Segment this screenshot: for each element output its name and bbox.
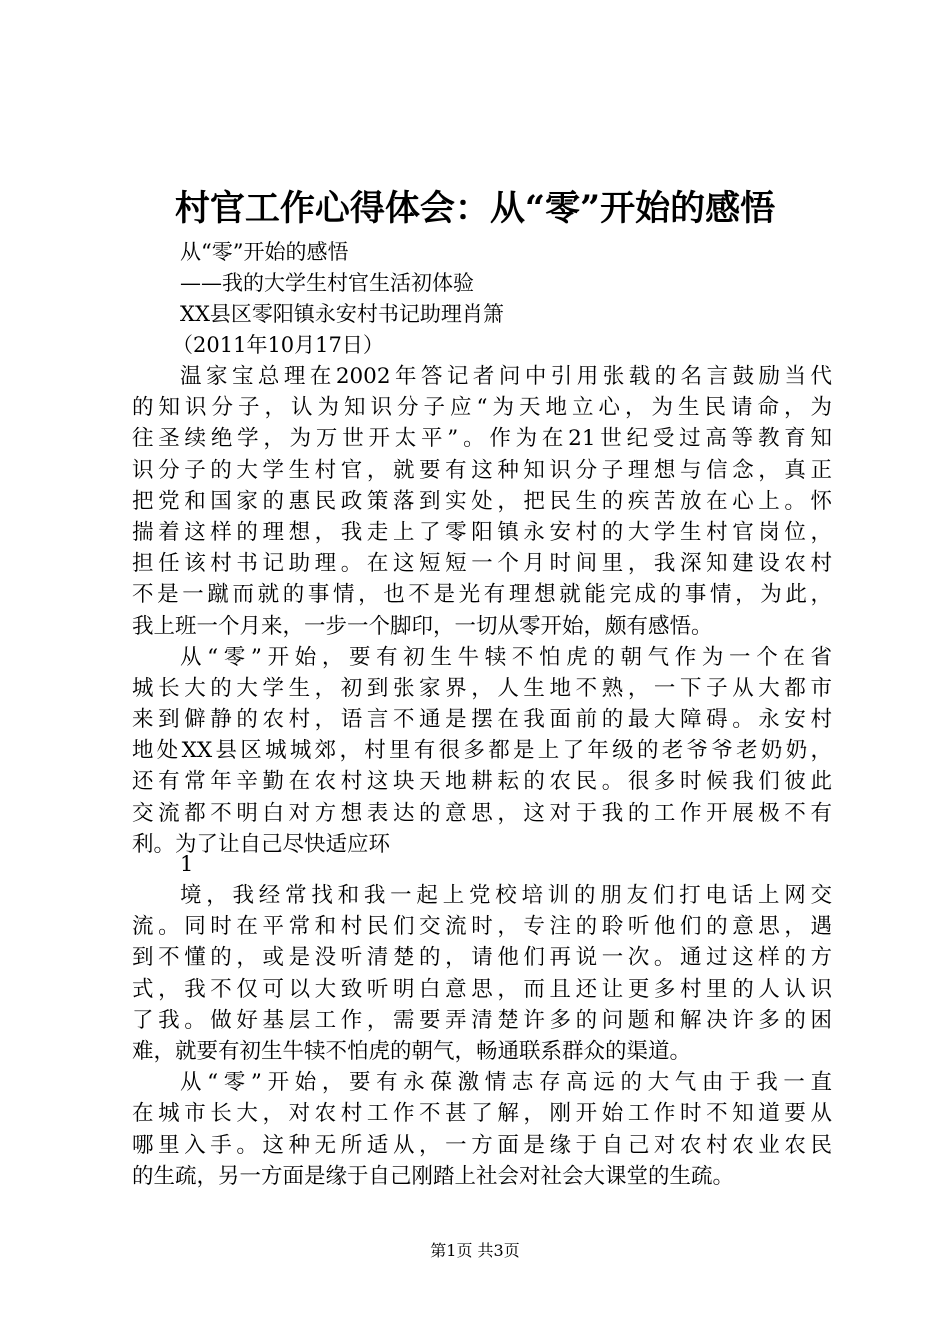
date-line: （2011年10月17日） xyxy=(172,333,384,357)
paragraph-line: 揣着这样的理想，我走上了零阳镇永安村的大学生村官岗位， xyxy=(132,519,832,545)
paragraph-line: 往圣续绝学，为万世开太平”。作为在21世纪受过高等教育知 xyxy=(132,426,832,452)
paragraph-line: 地处XX县区城城郊，村里有很多都是上了年级的老爷爷老奶奶， xyxy=(132,738,832,764)
paragraph-line: 交流都不明白对方想表达的意思，这对于我的工作开展极不有 xyxy=(132,800,832,826)
subtitle-line: ——我的大学生村官生活初体验 xyxy=(180,271,474,295)
paragraph-line: 把党和国家的惠民政策落到实处，把民生的疾苦放在心上。怀 xyxy=(132,488,832,514)
page-marker: 1 xyxy=(180,852,194,876)
paragraph-line: 境，我经常找和我一起上党校培训的朋友们打电话上网交 xyxy=(180,883,832,908)
paragraph-line: 哪里入手。这种无所适从，一方面是缘于自己对农村农业农民 xyxy=(132,1132,832,1158)
paragraph-line: 难，就要有初生牛犊不怕虎的朝气，畅通联系群众的渠道。 xyxy=(132,1038,692,1064)
paragraph-1 xyxy=(132,361,832,860)
paragraph-line: 式，我不仅可以大致听明白意思，而且还让更多村里的人认识 xyxy=(132,976,832,1002)
paragraph-line: 不是一蹴而就的事情，也不是光有理想就能完成的事情，为此， xyxy=(132,582,832,608)
author-line: XX县区零阳镇永安村书记助理肖箫 xyxy=(180,302,504,326)
paragraph-line: 还有常年辛勤在农村这块天地耕耘的农民。很多时候我们彼此 xyxy=(132,769,832,795)
paragraph-line: 从“零”开始，要有永葆激情志存高远的大气由于我一直 xyxy=(180,1070,832,1096)
paragraph-line: 在城市长大，对农村工作不甚了解，刚开始工作时不知道要从 xyxy=(132,1101,832,1127)
paragraph-line: 利。为了让自己尽快适应环 xyxy=(132,831,391,857)
paragraph-line: 城长大的大学生，初到张家界，人生地不熟，一下子从大都市 xyxy=(132,675,832,701)
paragraph-3 xyxy=(132,880,832,1192)
paragraph-line: 温家宝总理在2002年答记者问中引用张载的名言鼓励当代 xyxy=(180,364,832,389)
paragraph-line: 识分子的大学生村官，就要有这种知识分子理想与信念，真正 xyxy=(132,457,832,483)
subtitle-heading: 从“零”开始的感悟 xyxy=(180,240,349,264)
document-title: 村官工作心得体会：从“零”开始的感悟 xyxy=(174,188,776,229)
paragraph-line: 到不懂的，或是没听清楚的，请他们再说一次。通过这样的方 xyxy=(132,945,832,971)
paragraph-line: 了我。做好基层工作，需要弄清楚许多的问题和解决许多的困 xyxy=(132,1007,832,1033)
page-footer: 第1页 共3页 xyxy=(430,1241,520,1260)
paragraph-line: 来到僻静的农村，语言不通是摆在我面前的最大障碍。永安村 xyxy=(132,707,832,733)
paragraph-line: 的生疏，另一方面是缘于自己刚踏上社会对社会大课堂的生疏。 xyxy=(132,1163,735,1189)
paragraph-line: 我上班一个月来，一步一个脚印，一切从零开始，颇有感悟。 xyxy=(132,613,713,639)
paragraph-line: 的知识分子，认为知识分子应“为天地立心，为生民请命，为 xyxy=(132,395,832,421)
paragraph-line: 流。同时在平常和村民们交流时，专注的聆听他们的意思，遇 xyxy=(132,914,832,940)
paragraph-line: 担任该村书记助理。在这短短一个月时间里，我深知建设农村 xyxy=(132,551,832,577)
paragraph-line: 从“零”开始，要有初生牛犊不怕虎的朝气作为一个在省 xyxy=(180,644,832,670)
